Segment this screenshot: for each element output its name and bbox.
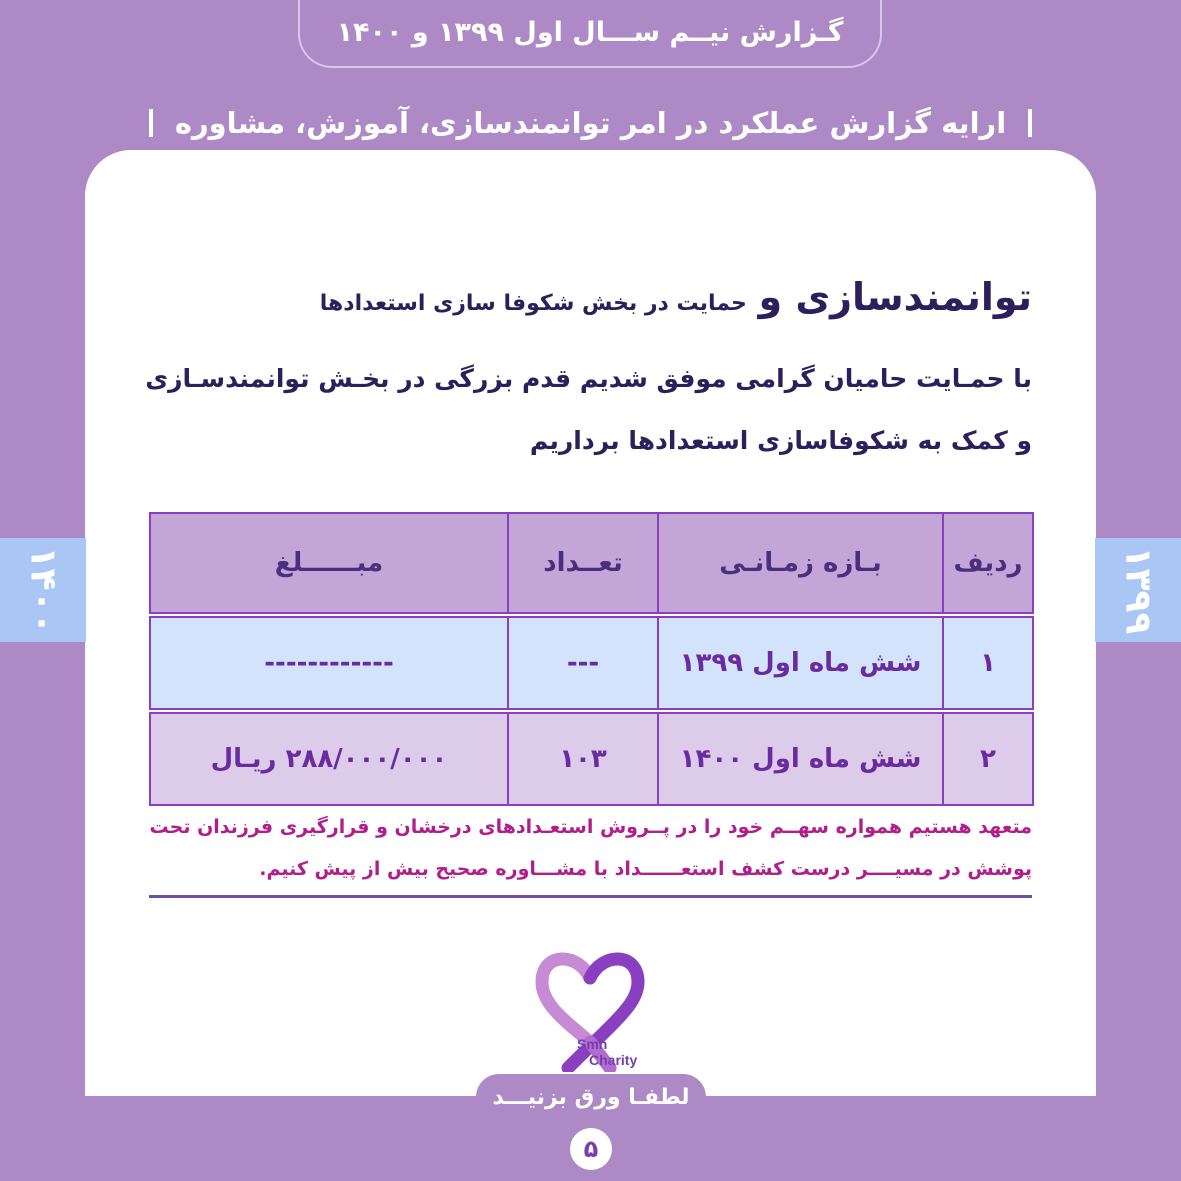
page-number: ۵	[583, 1135, 599, 1163]
cell-amount: ------------	[150, 617, 508, 709]
logo-text	[577, 1036, 637, 1068]
commitment-text	[148, 806, 1032, 890]
report-table	[149, 512, 1034, 806]
side-year-left: ۱۴۰۰	[22, 546, 64, 634]
commitment-line-1: متعهد هستیم همواره سهــم خود را در پــروش استعـدادهای درخشان و قرارگیری فرزندان تحت	[149, 816, 1032, 838]
side-tab-left	[0, 538, 86, 642]
commitment-line-2: پوشش در مسیــــر درست کشف استعــــــداد با مشـــاوره صحیح بیش از پیش کنیم.	[259, 858, 1032, 880]
intro-paragraph	[140, 348, 1032, 472]
section-title-big: توانمندسازی و	[758, 275, 1032, 319]
logo-line-2: Charity	[589, 1052, 638, 1068]
section-title-small: حمایت در بخش شکوفا سازی استعدادها	[319, 291, 747, 316]
logo-line-1: Smh	[577, 1036, 608, 1052]
page-number-badge	[570, 1128, 612, 1170]
cell-row-number: ۲	[943, 713, 1033, 805]
cell-period: شش ماه اول ۱۳۹۹	[658, 617, 943, 709]
header-count: تعــداد	[508, 513, 658, 613]
cell-count: ---	[508, 617, 658, 709]
divider	[149, 895, 1032, 898]
page-heading	[100, 98, 1081, 148]
turn-page-button[interactable]	[476, 1074, 706, 1120]
cell-row-number: ۱	[943, 617, 1033, 709]
table-header-row	[150, 513, 1033, 613]
table-row	[150, 713, 1033, 805]
intro-line-2: و کمک به شکوفاسازی استعدادها برداریم	[529, 426, 1032, 455]
section-title	[150, 275, 1032, 319]
header-amount: مبــــــلغ	[150, 513, 508, 613]
period-text: گـزارش نیــم ســـال اول ۱۳۹۹ و ۱۴۰۰	[336, 16, 844, 48]
side-tab-right	[1095, 538, 1181, 642]
turn-page-label: لطفـا ورق بزنیـــد	[492, 1084, 690, 1110]
heading-text: ارایه گزارش عملکرد در امر توانمندسازی، آموزش، مشاوره	[174, 106, 1007, 140]
side-year-right: ۱۳۹۹	[1117, 546, 1159, 634]
cell-count: ۱۰۳	[508, 713, 658, 805]
table-row	[150, 617, 1033, 709]
header-row-number: ردیف	[943, 513, 1033, 613]
heading-bar-left	[149, 109, 153, 137]
cell-amount: ۲۸۸/۰۰۰/۰۰۰ ریـال	[150, 713, 508, 805]
cell-period: شش ماه اول ۱۴۰۰	[658, 713, 943, 805]
heading-bar-right	[1028, 109, 1032, 137]
period-banner	[298, 0, 882, 68]
intro-line-1: با حمـایت حامیان گرامی موفق شدیم قدم بزرگی در بخـش توانمندسـازی	[145, 364, 1032, 393]
header-period: بـازه زمـانـی	[658, 513, 943, 613]
